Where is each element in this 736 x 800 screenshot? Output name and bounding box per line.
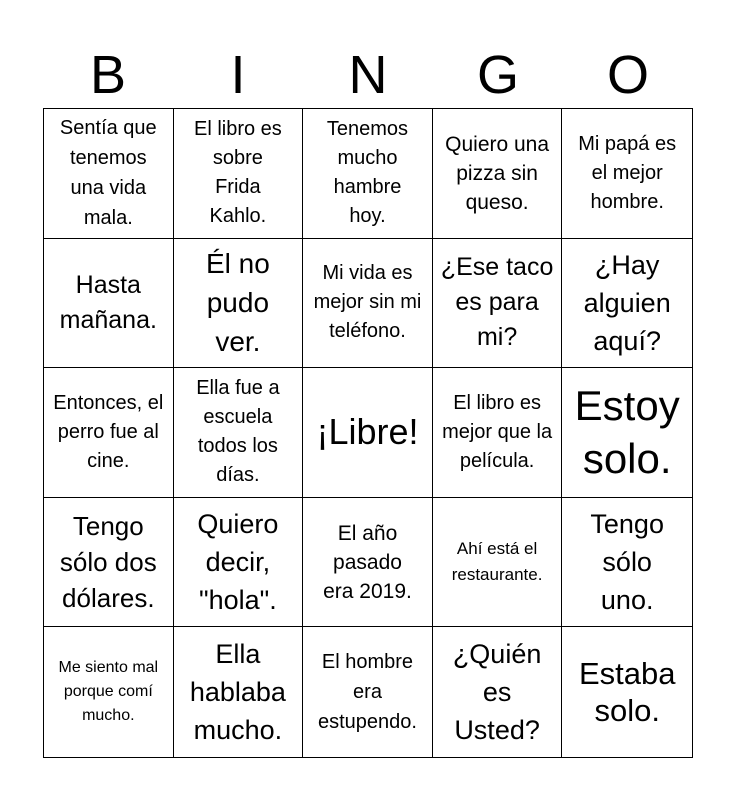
bingo-cell: [562, 368, 692, 498]
cell-text: El libro es mejor que la película.: [442, 391, 553, 472]
bingo-cell: [562, 239, 692, 369]
bingo-cell: [303, 627, 433, 757]
bingo-cell: [433, 239, 563, 369]
bingo-cell: [433, 109, 563, 239]
bingo-header: [43, 42, 693, 108]
cell-text: Ella hablaba mucho.: [189, 639, 286, 746]
cell-text: Tengo sólo uno.: [590, 509, 664, 616]
header-letter-i: I: [230, 45, 246, 105]
bingo-cell: [303, 239, 433, 369]
cell-text: Me siento mal porque comí mucho.: [58, 659, 159, 725]
cell-text: El año pasado era 2019.: [323, 521, 412, 603]
header-letter-o: O: [606, 45, 649, 105]
bingo-cell: [433, 498, 563, 628]
cell-text: Sentía que tenemos una vida mala.: [59, 117, 157, 230]
cell-text: Mi vida es mejor sin mi teléfono.: [313, 262, 422, 343]
bingo-cell: [303, 109, 433, 239]
bingo-cell: [44, 627, 174, 757]
bingo-cell: [562, 109, 692, 239]
header-letter-g: G: [476, 45, 519, 105]
bingo-cell: [303, 498, 433, 628]
cell-text: El hombre era estupendo.: [318, 651, 417, 734]
bingo-cell: [174, 498, 304, 628]
cell-text: ¿Ese taco es para mi?: [440, 253, 554, 352]
cell-text: Ahí está el restaurante.: [451, 539, 543, 585]
cell-text: Hasta mañana.: [59, 270, 157, 334]
bingo-cell: [433, 368, 563, 498]
bingo-cell: [44, 498, 174, 628]
bingo-cell: [433, 627, 563, 757]
cell-text: Él no pudo ver.: [205, 248, 270, 358]
cell-text: Estaba solo.: [578, 656, 676, 729]
bingo-cell: [44, 239, 174, 369]
bingo-cell: [303, 368, 433, 498]
bingo-cell: [174, 109, 304, 239]
cell-text: Tengo sólo dos dólares.: [59, 511, 157, 614]
header-letter-n: N: [348, 45, 388, 105]
bingo-cell: [562, 627, 692, 757]
cell-text: Estoy solo.: [574, 382, 680, 483]
cell-text: ¿Hay alguien aquí?: [583, 249, 671, 356]
bingo-cell: [174, 627, 304, 757]
cell-text: El libro es sobre Frida Kahlo.: [193, 118, 282, 228]
bingo-cell: [44, 368, 174, 498]
cell-text: Entonces, el perro fue al cine.: [53, 391, 164, 472]
cell-text: ¿Quién es Usted?: [452, 639, 542, 746]
bingo-cell: [44, 109, 174, 239]
bingo-cell: [174, 368, 304, 498]
header-letter-b: B: [89, 45, 127, 105]
cell-text: Quiero una pizza sin queso.: [445, 132, 550, 214]
cell-text: ¡Libre!: [316, 411, 419, 453]
cell-text: Mi papá es el mejor hombre.: [578, 132, 677, 213]
bingo-cell: [174, 239, 304, 369]
cell-text: Quiero decir, "hola".: [197, 509, 279, 616]
cell-text: Tenemos mucho hambre hoy.: [326, 118, 409, 228]
bingo-grid: [43, 108, 693, 758]
bingo-cell: [562, 498, 692, 628]
cell-text: Ella fue a escuela todos los días.: [196, 377, 280, 487]
